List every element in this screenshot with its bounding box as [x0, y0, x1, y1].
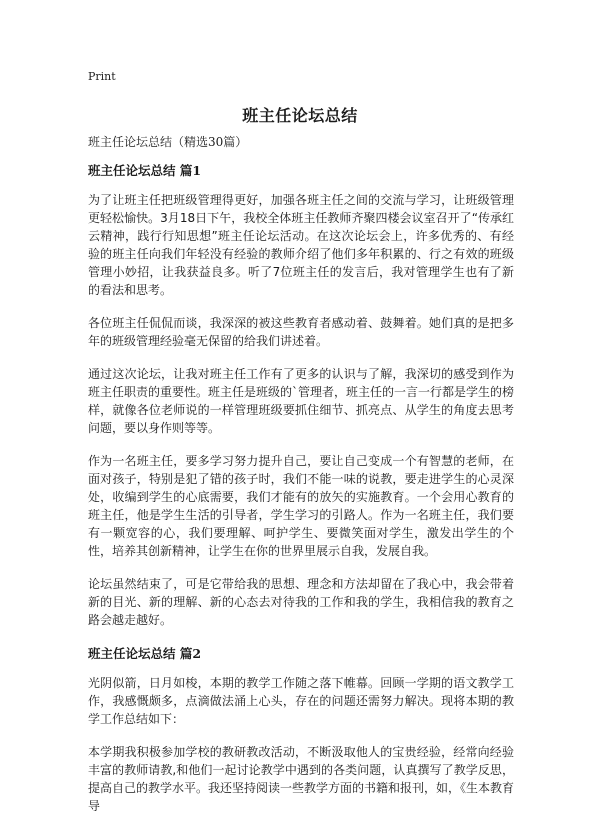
page-title: 班主任论坛总结: [242, 106, 358, 125]
paragraph: 各位班主任侃侃而谈，我深深的被这些教育者感动着、鼓舞着。她们真的是把多年的班级管理经验毫无保留的给我们讲述着。: [88, 316, 514, 348]
paragraph: 光阴似箭，日月如梭，本期的教学工作随之落下帷幕。回顾一学期的语文教学工作，我感慨颇多，点滴做法涌上心头，存在的问题还需努力解决。现将本期的教学工作总结如下：: [88, 676, 514, 726]
paragraph: 为了让班主任把班级管理得更好，加强各班主任之间的交流与学习，让班级管理更轻松愉快。3月18日下午，我校全体班主任教师齐聚四楼会议室召开了“传承红云精神，践行行知思想”班主任论坛活动。在这次论坛会上，许多优秀的、有经验的班主任向我们年轻没有经验的教师介绍了他们多年积累的、行之有效的班级管理小妙招，让我获益良多。听了7位班主任的发言后，我对管理学生也有了新的看法和思考。: [88, 193, 514, 297]
page-subtitle: 班主任论坛总结（精选30篇）: [88, 135, 248, 149]
print-label[interactable]: Print: [88, 70, 116, 83]
paragraph: 论坛虽然结束了，可是它带给我的思想、理念和方法却留在了我心中，我会带着新的目光、新的理解、新的心态去对待我的工作和我的学生，我相信我的教育之路会越走越好。: [88, 577, 514, 627]
paragraph: 本学期我积极参加学校的教研教改活动，不断汲取他人的宝贵经验，经常向经验丰富的教师请教,和他们一起讨论教学中遇到的各类问题，认真撰写了教学反思，提高自己的教学水平。我还坚持阅读一些教学方面的书籍和报刊，如，《生本教育导: [88, 745, 515, 813]
section-heading-2: 班主任论坛总结 篇2: [88, 646, 202, 661]
paragraph: 通过这次论坛，让我对班主任工作有了更多的认识与了解，我深切的感受到作为班主任职责的重要性。班主任是班级的`管理者，班主任的一言一行都是学生的榜样，就像各位老师说的一样管理班级要抓住细节、抓亮点、从学生的角度去思考问题，要以身作则等等。: [88, 367, 515, 435]
article-body: [88, 155, 514, 830]
section-heading-1: 班主任论坛总结 篇1: [88, 163, 202, 178]
paragraph: 作为一名班主任，要多学习努力提升自己，要让自己变成一个有智慧的老师，在面对孩子，特别是犯了错的孩子时，我们不能一味的说教，要走进学生的心灵深处，收编到学生的心底需要，我们才能有的放矢的实施教育。一个会用心教育的班主任，他是学生生活的引导者，学生学习的引路人。作为一名班主任，我们要有一颗宽容的心，我们要理解、呵护学生、要微笑面对学生，激发出学生的个性，培养其创新精神，让学生在你的世界里展示自我，发展自我。: [88, 454, 514, 558]
